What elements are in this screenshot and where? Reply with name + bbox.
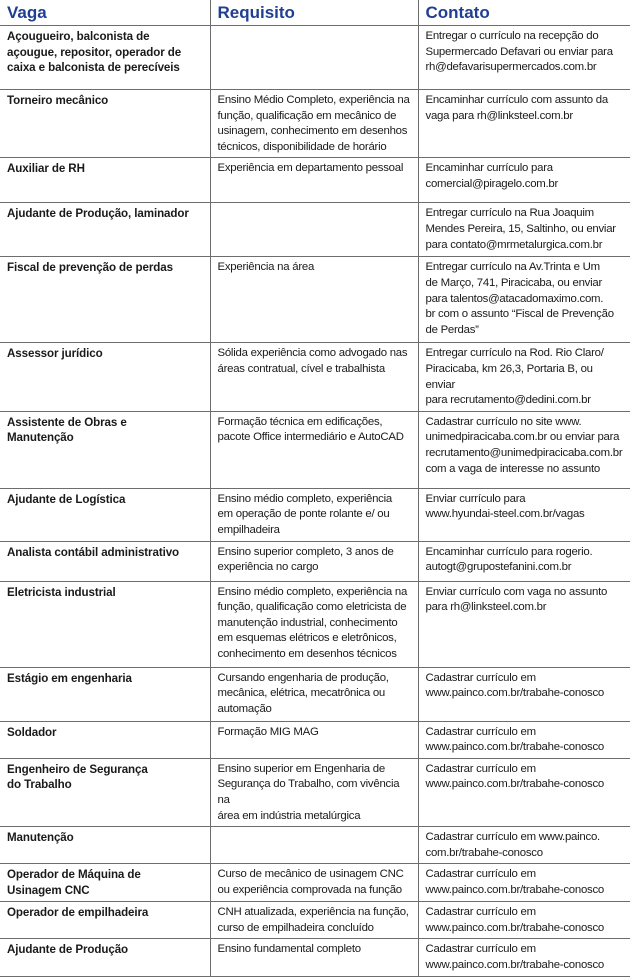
job-title-cell-text: Operador de empilhadeira	[7, 906, 149, 920]
table-row	[0, 721, 630, 758]
job-title-cell	[0, 902, 210, 939]
job-title-cell-text: Ajudante de Produção, laminador	[7, 207, 189, 221]
requirement-cell	[210, 667, 418, 721]
job-title-cell	[0, 411, 210, 488]
table-row	[0, 343, 630, 411]
contact-cell	[418, 827, 630, 864]
job-title-cell	[0, 343, 210, 411]
contact-cell-text: Entregar currículo na Rua Joaquim Mendes Pereira, 15, Saltinho, ou enviar para contato@mrmetalurgica.com.br	[425, 207, 616, 251]
job-title-cell-text: Analista contábil administrativo	[7, 545, 180, 559]
contact-cell-text: Enviar currículo com vaga no assunto para rh@linksteel.com.br	[425, 585, 608, 614]
requirement-cell	[210, 721, 418, 758]
contact-cell	[418, 26, 630, 90]
requirement-cell	[210, 939, 418, 977]
requirement-cell	[210, 257, 418, 343]
contact-cell-text: Cadastrar currículo em www.painco.com.br/trabahe-conosco	[425, 906, 605, 934]
job-title-cell-text: Fiscal de prevenção de perdas	[7, 261, 173, 275]
requirement-cell-text: Ensino Médio Completo, experiência na função, qualificação em mecânico de usinagem, conhecimento em desenhos técnicos, disponibilidade de horário	[217, 94, 410, 153]
contact-cell-text: Entregar currículo na Rod. Rio Claro/ Piracicaba, km 26,3, Portaria B, ou enviar para recrutamento@dedini.com.br	[425, 347, 604, 407]
job-title-cell-text: Operador de Máquina de Usinagem CNC	[7, 868, 141, 897]
table-row	[0, 864, 630, 902]
job-title-cell	[0, 758, 210, 826]
table-row	[0, 158, 630, 203]
job-title-cell-text: Assistente de Obras e Manutenção	[7, 415, 127, 445]
table-row	[0, 667, 630, 721]
contact-cell-text: Encaminhar currículo para comercial@piragelo.com.br	[425, 162, 559, 190]
requirement-cell-text: Ensino superior em Engenharia de Segurança do Trabalho, com vivência na área em indústria metalúrgica	[217, 762, 400, 822]
job-title-cell-text: Eletricista industrial	[7, 585, 116, 599]
job-title-cell-text: Assessor jurídico	[7, 347, 103, 361]
contact-cell-text: Cadastrar currículo em www.painco. com.br/trabahe-conosco	[425, 831, 600, 859]
contact-cell-text: Cadastrar currículo em www.painco.com.br/trabahe-conosco	[425, 868, 605, 896]
requirement-cell-text: Curso de mecânico de usinagem CNC ou experiência comprovada na função	[217, 868, 404, 896]
requirement-cell-text: Ensino superior completo, 3 anos de experiência no cargo	[217, 545, 394, 574]
table-row	[0, 257, 630, 343]
job-title-cell-text: Auxiliar de RH	[7, 162, 85, 176]
table-row	[0, 827, 630, 864]
column-header-contato: Contato	[418, 0, 630, 26]
contact-cell	[418, 90, 630, 158]
job-title-cell-text: Ajudante de Produção	[7, 943, 129, 957]
requirement-cell-text: Ensino fundamental completo	[217, 943, 361, 956]
table-row	[0, 581, 630, 667]
job-title-cell	[0, 667, 210, 721]
job-title-cell-text: Manutenção	[7, 831, 74, 845]
requirement-cell	[210, 203, 418, 257]
job-title-cell	[0, 939, 210, 977]
requirement-cell	[210, 411, 418, 488]
requirement-cell-text: Sólida experiência como advogado nas áreas contratual, cível e trabalhista	[217, 347, 408, 375]
job-title-cell	[0, 864, 210, 902]
contact-cell	[418, 488, 630, 541]
contact-cell-text: Cadastrar currículo em www.painco.com.br/trabahe-conosco	[425, 671, 605, 700]
job-title-cell	[0, 581, 210, 667]
contact-cell	[418, 411, 630, 488]
job-title-cell	[0, 827, 210, 864]
requirement-cell-text: Ensino médio completo, experiência em operação de ponte rolante e/ ou empilhadeira	[217, 492, 392, 536]
contact-cell-text: Cadastrar currículo no site www. unimedpiracicaba.com.br ou enviar para recrutamento@unimedpiracicaba.com.br com a vaga de interesse no assunto	[425, 415, 623, 475]
job-title-cell	[0, 90, 210, 158]
table-row	[0, 90, 630, 158]
job-title-cell-text: Açougueiro, balconista de açougue, repositor, operador de caixa e balconista de perecíveis	[7, 30, 182, 75]
requirement-cell-text: Formação técnica em edificações, pacote Office intermediário e AutoCAD	[217, 415, 404, 444]
contact-cell	[418, 667, 630, 721]
requirement-cell-text: Experiência em departamento pessoal	[217, 162, 404, 175]
table-row	[0, 26, 630, 90]
contact-cell	[418, 864, 630, 902]
contact-cell-text: Cadastrar currículo em www.painco.com.br/trabahe-conosco	[425, 943, 605, 972]
table-row	[0, 203, 630, 257]
header-row	[0, 0, 630, 26]
column-header-requisito: Requisito	[210, 0, 418, 26]
requirement-cell	[210, 541, 418, 581]
job-title-cell	[0, 488, 210, 541]
contact-cell	[418, 541, 630, 581]
requirement-cell	[210, 343, 418, 411]
contact-cell-text: Cadastrar currículo em www.painco.com.br/trabahe-conosco	[425, 725, 605, 754]
table-row	[0, 488, 630, 541]
job-title-cell	[0, 257, 210, 343]
table-row	[0, 939, 630, 977]
requirement-cell-text: Experiência na área	[217, 261, 315, 274]
table-row	[0, 902, 630, 939]
contact-cell	[418, 721, 630, 758]
contact-cell-text: Encaminhar currículo com assunto da vaga para rh@linksteel.com.br	[425, 94, 608, 122]
column-header-vaga: Vaga	[0, 0, 210, 26]
job-title-cell	[0, 158, 210, 203]
contact-cell-text: Entregar currículo na Av.Trinta e Um de Março, 741, Piracicaba, ou enviar para talentos@atacadomaximo.com. br com o assunto “Fiscal de Prevenção de Perdas”	[425, 261, 614, 336]
requirement-cell	[210, 827, 418, 864]
job-title-cell	[0, 541, 210, 581]
job-title-cell-text: Engenheiro de Segurança do Trabalho	[7, 762, 148, 792]
contact-cell	[418, 758, 630, 826]
job-title-cell-text: Estágio em engenharia	[7, 671, 132, 685]
contact-cell	[418, 343, 630, 411]
contact-cell-text: Enviar currículo para www.hyundai-steel.com.br/vagas	[425, 492, 585, 521]
requirement-cell	[210, 26, 418, 90]
contact-cell	[418, 257, 630, 343]
requirement-cell	[210, 902, 418, 939]
contact-cell-text: Encaminhar currículo para rogerio. autogt@grupostefanini.com.br	[425, 545, 593, 574]
requirement-cell	[210, 758, 418, 826]
contact-cell	[418, 902, 630, 939]
requirement-cell-text: CNH atualizada, experiência na função, curso de empilhadeira concluído	[217, 906, 409, 934]
job-title-cell	[0, 721, 210, 758]
requirement-cell	[210, 488, 418, 541]
contact-cell	[418, 939, 630, 977]
requirement-cell	[210, 581, 418, 667]
requirement-cell	[210, 90, 418, 158]
contact-cell	[418, 158, 630, 203]
requirement-cell-text: Cursando engenharia de produção, mecânica, elétrica, mecatrônica ou automação	[217, 671, 389, 715]
job-title-cell	[0, 203, 210, 257]
requirement-cell-text: Ensino médio completo, experiência na função, qualificação como eletricista de manutenção industrial, conhecimento em esquemas elétricos e eletrônicos, conhecimento em desenhos técnicos	[217, 585, 408, 660]
job-title-cell-text: Soldador	[7, 725, 57, 739]
contact-cell	[418, 581, 630, 667]
job-title-cell-text: Torneiro mecânico	[7, 94, 109, 107]
table-row	[0, 541, 630, 581]
job-title-cell-text: Ajudante de Logística	[7, 492, 126, 506]
table-row	[0, 758, 630, 826]
contact-cell-text: Cadastrar currículo em www.painco.com.br/trabahe-conosco	[425, 762, 605, 791]
requirement-cell	[210, 864, 418, 902]
contact-cell-text: Entregar o currículo na recepção do Supermercado Defavari ou enviar para rh@defavarisupermercados.com.br	[425, 30, 613, 74]
job-title-cell	[0, 26, 210, 90]
requirement-cell-text: Formação MIG MAG	[217, 725, 319, 738]
table-row	[0, 411, 630, 488]
contact-cell	[418, 203, 630, 257]
requirement-cell	[210, 158, 418, 203]
